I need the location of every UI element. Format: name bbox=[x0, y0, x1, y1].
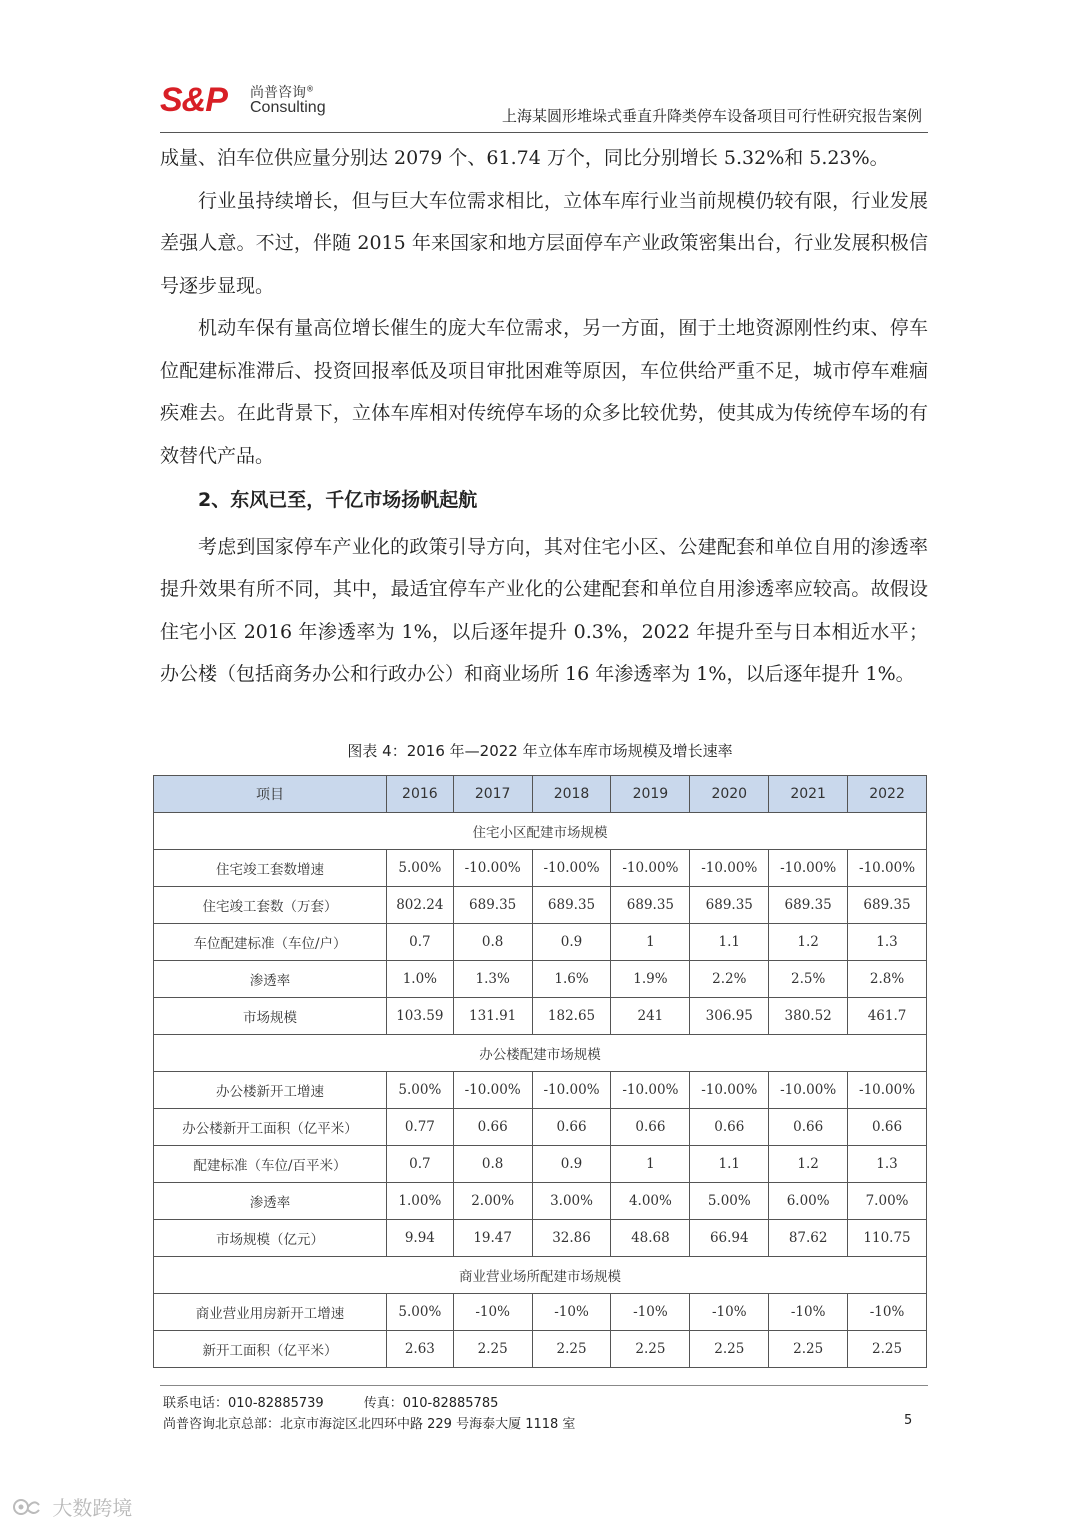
table-row-label: 配建标准（车位/百平米） bbox=[154, 1146, 387, 1183]
table-header-cell: 2018 bbox=[532, 776, 611, 813]
table-cell: 0.77 bbox=[387, 1109, 454, 1146]
paragraph-3: 机动车保有量高位增长催生的庞大车位需求，另一方面，囿于土地资源刚性约束、停车位配建标准滞后、投资回报率低及项目审批困难等原因，车位供给严重不足，城市停车难痼疾难去。在此背景下，立体车库相对传统停车场的众多比较优势，使其成为传统停车场的有效替代产品。 bbox=[160, 317, 928, 467]
table-cell: 2.25 bbox=[532, 1331, 611, 1368]
table-cell: 1.3 bbox=[848, 1146, 927, 1183]
table-cell: 2.8% bbox=[848, 961, 927, 998]
page-number: 5 bbox=[904, 1413, 913, 1428]
table-cell: 0.66 bbox=[690, 1109, 769, 1146]
logo-sp-mark: S&P bbox=[160, 81, 227, 119]
table-header-cell: 2022 bbox=[848, 776, 927, 813]
table-row bbox=[154, 924, 927, 961]
table-cell: -10.00% bbox=[453, 1072, 532, 1109]
table-cell: 5.00% bbox=[387, 1072, 454, 1109]
table-row bbox=[154, 1331, 927, 1368]
table-cell: 689.35 bbox=[453, 887, 532, 924]
table-section-row bbox=[154, 1035, 927, 1072]
table-cell: -10% bbox=[769, 1294, 848, 1331]
table-cell: 2.63 bbox=[387, 1331, 454, 1368]
table-row-label: 办公楼新开工增速 bbox=[154, 1072, 387, 1109]
table-row-label: 办公楼新开工面积（亿平米） bbox=[154, 1109, 387, 1146]
table-cell: 1.3% bbox=[453, 961, 532, 998]
table-cell: 2.25 bbox=[769, 1331, 848, 1368]
footer-fax: 传真：010-82885785 bbox=[363, 1396, 499, 1411]
table-cell: 0.66 bbox=[769, 1109, 848, 1146]
table-row-label: 新开工面积（亿平米） bbox=[154, 1331, 387, 1368]
table-cell: 2.25 bbox=[611, 1331, 690, 1368]
table-cell: -10.00% bbox=[690, 1072, 769, 1109]
table-cell: 241 bbox=[611, 998, 690, 1035]
watermark-text: 大数跨境 bbox=[52, 1496, 133, 1520]
camera-logo-icon bbox=[12, 1496, 40, 1518]
table-header-cell: 2019 bbox=[611, 776, 690, 813]
table-cell: -10.00% bbox=[532, 1072, 611, 1109]
table-cell: 2.00% bbox=[453, 1183, 532, 1220]
table-cell: -10.00% bbox=[532, 850, 611, 887]
table-cell: -10.00% bbox=[848, 1072, 927, 1109]
page-header bbox=[160, 70, 928, 133]
table-cell: -10% bbox=[848, 1294, 927, 1331]
table-row bbox=[154, 961, 927, 998]
table-cell: -10.00% bbox=[611, 1072, 690, 1109]
table-cell: 1.1 bbox=[690, 924, 769, 961]
table-row-label: 商业营业用房新开工增速 bbox=[154, 1294, 387, 1331]
table-cell: 32.86 bbox=[532, 1220, 611, 1257]
table-cell: 5.00% bbox=[387, 1294, 454, 1331]
table-row bbox=[154, 1294, 927, 1331]
table-cell: 689.35 bbox=[690, 887, 769, 924]
table-cell: 2.25 bbox=[453, 1331, 532, 1368]
table-cell: 87.62 bbox=[769, 1220, 848, 1257]
table-cell: 1.6% bbox=[532, 961, 611, 998]
table-cell: 103.59 bbox=[387, 998, 454, 1035]
table-cell: 1 bbox=[611, 924, 690, 961]
table-cell: 0.8 bbox=[453, 1146, 532, 1183]
table-cell: 19.47 bbox=[453, 1220, 532, 1257]
table-cell: 0.9 bbox=[532, 1146, 611, 1183]
table-row-label: 渗透率 bbox=[154, 961, 387, 998]
table-cell: -10% bbox=[690, 1294, 769, 1331]
table-cell: 0.8 bbox=[453, 924, 532, 961]
table-row bbox=[154, 1220, 927, 1257]
table-cell: -10% bbox=[532, 1294, 611, 1331]
table-section-title: 住宅小区配建市场规模 bbox=[154, 813, 927, 850]
table-row-label: 渗透率 bbox=[154, 1183, 387, 1220]
table-row-label: 市场规模（亿元） bbox=[154, 1220, 387, 1257]
table-cell: 306.95 bbox=[690, 998, 769, 1035]
table-header-cell: 2021 bbox=[769, 776, 848, 813]
table-cell: 1.2 bbox=[769, 924, 848, 961]
table-cell: 689.35 bbox=[532, 887, 611, 924]
table-cell: 1.1 bbox=[690, 1146, 769, 1183]
table-row bbox=[154, 1109, 927, 1146]
table-row bbox=[154, 1183, 927, 1220]
table-cell: 3.00% bbox=[532, 1183, 611, 1220]
table-cell: 0.7 bbox=[387, 1146, 454, 1183]
footer-contact bbox=[163, 1392, 498, 1411]
table-cell: 6.00% bbox=[769, 1183, 848, 1220]
logo-english-name: Consulting bbox=[250, 99, 326, 116]
footer-phone: 联系电话：010-82885739 bbox=[163, 1396, 324, 1411]
table-cell: 0.66 bbox=[532, 1109, 611, 1146]
table-cell: 802.24 bbox=[387, 887, 454, 924]
table-cell: 66.94 bbox=[690, 1220, 769, 1257]
table-row-label: 住宅竣工套数（万套） bbox=[154, 887, 387, 924]
table-cell: -10.00% bbox=[690, 850, 769, 887]
paragraph-1: 成量、泊车位供应量分别达 2079 个、61.74 万个，同比分别增长 5.32%和 5.23%。 bbox=[160, 147, 889, 169]
section-heading: 2、东风已至，千亿市场扬帆起航 bbox=[198, 489, 478, 511]
table-cell: 0.7 bbox=[387, 924, 454, 961]
table-row-label: 市场规模 bbox=[154, 998, 387, 1035]
table-cell: 9.94 bbox=[387, 1220, 454, 1257]
paragraph-2: 行业虽持续增长，但与巨大车位需求相比，立体车库行业当前规模仍较有限，行业发展差强人意。不过，伴随 2015 年来国家和地方层面停车产业政策密集出台，行业发展积极信号逐步显现。 bbox=[160, 189, 928, 297]
table-header-cell: 2020 bbox=[690, 776, 769, 813]
table-cell: 182.65 bbox=[532, 998, 611, 1035]
logo-chinese-name: 尚普咨询® bbox=[250, 84, 314, 101]
table-section-title: 商业营业场所配建市场规模 bbox=[154, 1257, 927, 1294]
table-cell: -10.00% bbox=[769, 1072, 848, 1109]
table-row-label: 车位配建标准（车位/户） bbox=[154, 924, 387, 961]
table-cell: 1.9% bbox=[611, 961, 690, 998]
table-row bbox=[154, 887, 927, 924]
table-cell: -10.00% bbox=[848, 850, 927, 887]
table-row bbox=[154, 850, 927, 887]
table-cell: 131.91 bbox=[453, 998, 532, 1035]
table-cell: 1 bbox=[611, 1146, 690, 1183]
table-header-cell: 2016 bbox=[387, 776, 454, 813]
table-cell: 689.35 bbox=[611, 887, 690, 924]
table-cell: 0.66 bbox=[848, 1109, 927, 1146]
paragraph-4: 考虑到国家停车产业化的政策引导方向，其对住宅小区、公建配套和单位自用的渗透率提升效果有所不同，其中，最适宜停车产业化的公建配套和单位自用渗透率应较高。故假设住宅小区 2016 年渗透率为 1%，以后逐年提升 0.3%，2022 年提升至与日本相近水平；办公楼（包括商务办公和行政办公）和商业场所 16 年渗透率为 1%，以后逐年提升 1%。 bbox=[160, 535, 928, 685]
table-cell: 689.35 bbox=[769, 887, 848, 924]
table-header-row bbox=[154, 776, 927, 813]
table-cell: 4.00% bbox=[611, 1183, 690, 1220]
table-section-row bbox=[154, 813, 927, 850]
table-cell: 2.2% bbox=[690, 961, 769, 998]
watermark bbox=[12, 1492, 132, 1522]
body-text bbox=[160, 137, 928, 696]
table-cell: 2.25 bbox=[690, 1331, 769, 1368]
table-cell: 0.66 bbox=[611, 1109, 690, 1146]
figure-caption: 图表 4：2016 年—2022 年立体车库市场规模及增长速率 bbox=[347, 742, 733, 760]
table-cell: 5.00% bbox=[387, 850, 454, 887]
footer-divider bbox=[160, 1385, 928, 1386]
table-cell: 7.00% bbox=[848, 1183, 927, 1220]
table-cell: 5.00% bbox=[690, 1183, 769, 1220]
table-cell: 0.66 bbox=[453, 1109, 532, 1146]
table-cell: 1.0% bbox=[387, 961, 454, 998]
table-section-title: 办公楼配建市场规模 bbox=[154, 1035, 927, 1072]
table-cell: -10% bbox=[453, 1294, 532, 1331]
table-cell: 1.2 bbox=[769, 1146, 848, 1183]
table-cell: -10.00% bbox=[769, 850, 848, 887]
market-size-table bbox=[153, 775, 927, 1368]
report-title: 上海某圆形堆垛式垂直升降类停车设备项目可行性研究报告案例 bbox=[501, 107, 922, 125]
table-cell: -10.00% bbox=[611, 850, 690, 887]
table-row-label: 住宅竣工套数增速 bbox=[154, 850, 387, 887]
table-cell: -10.00% bbox=[453, 850, 532, 887]
table-body bbox=[154, 813, 927, 1368]
table-cell: 110.75 bbox=[848, 1220, 927, 1257]
table-row bbox=[154, 1072, 927, 1109]
table-cell: 461.7 bbox=[848, 998, 927, 1035]
table-cell: 48.68 bbox=[611, 1220, 690, 1257]
table-cell: -10% bbox=[611, 1294, 690, 1331]
table-row bbox=[154, 1146, 927, 1183]
table-row bbox=[154, 998, 927, 1035]
table-header-cell: 2017 bbox=[453, 776, 532, 813]
table-header-cell: 项目 bbox=[154, 776, 387, 813]
table-cell: 380.52 bbox=[769, 998, 848, 1035]
table-section-row bbox=[154, 1257, 927, 1294]
table-cell: 1.00% bbox=[387, 1183, 454, 1220]
table-cell: 1.3 bbox=[848, 924, 927, 961]
table-cell: 0.9 bbox=[532, 924, 611, 961]
table-cell: 689.35 bbox=[848, 887, 927, 924]
table-cell: 2.25 bbox=[848, 1331, 927, 1368]
footer-address: 尚普咨询北京总部：北京市海淀区北四环中路 229 号海泰大厦 1118 室 bbox=[163, 1417, 576, 1432]
table-cell: 2.5% bbox=[769, 961, 848, 998]
